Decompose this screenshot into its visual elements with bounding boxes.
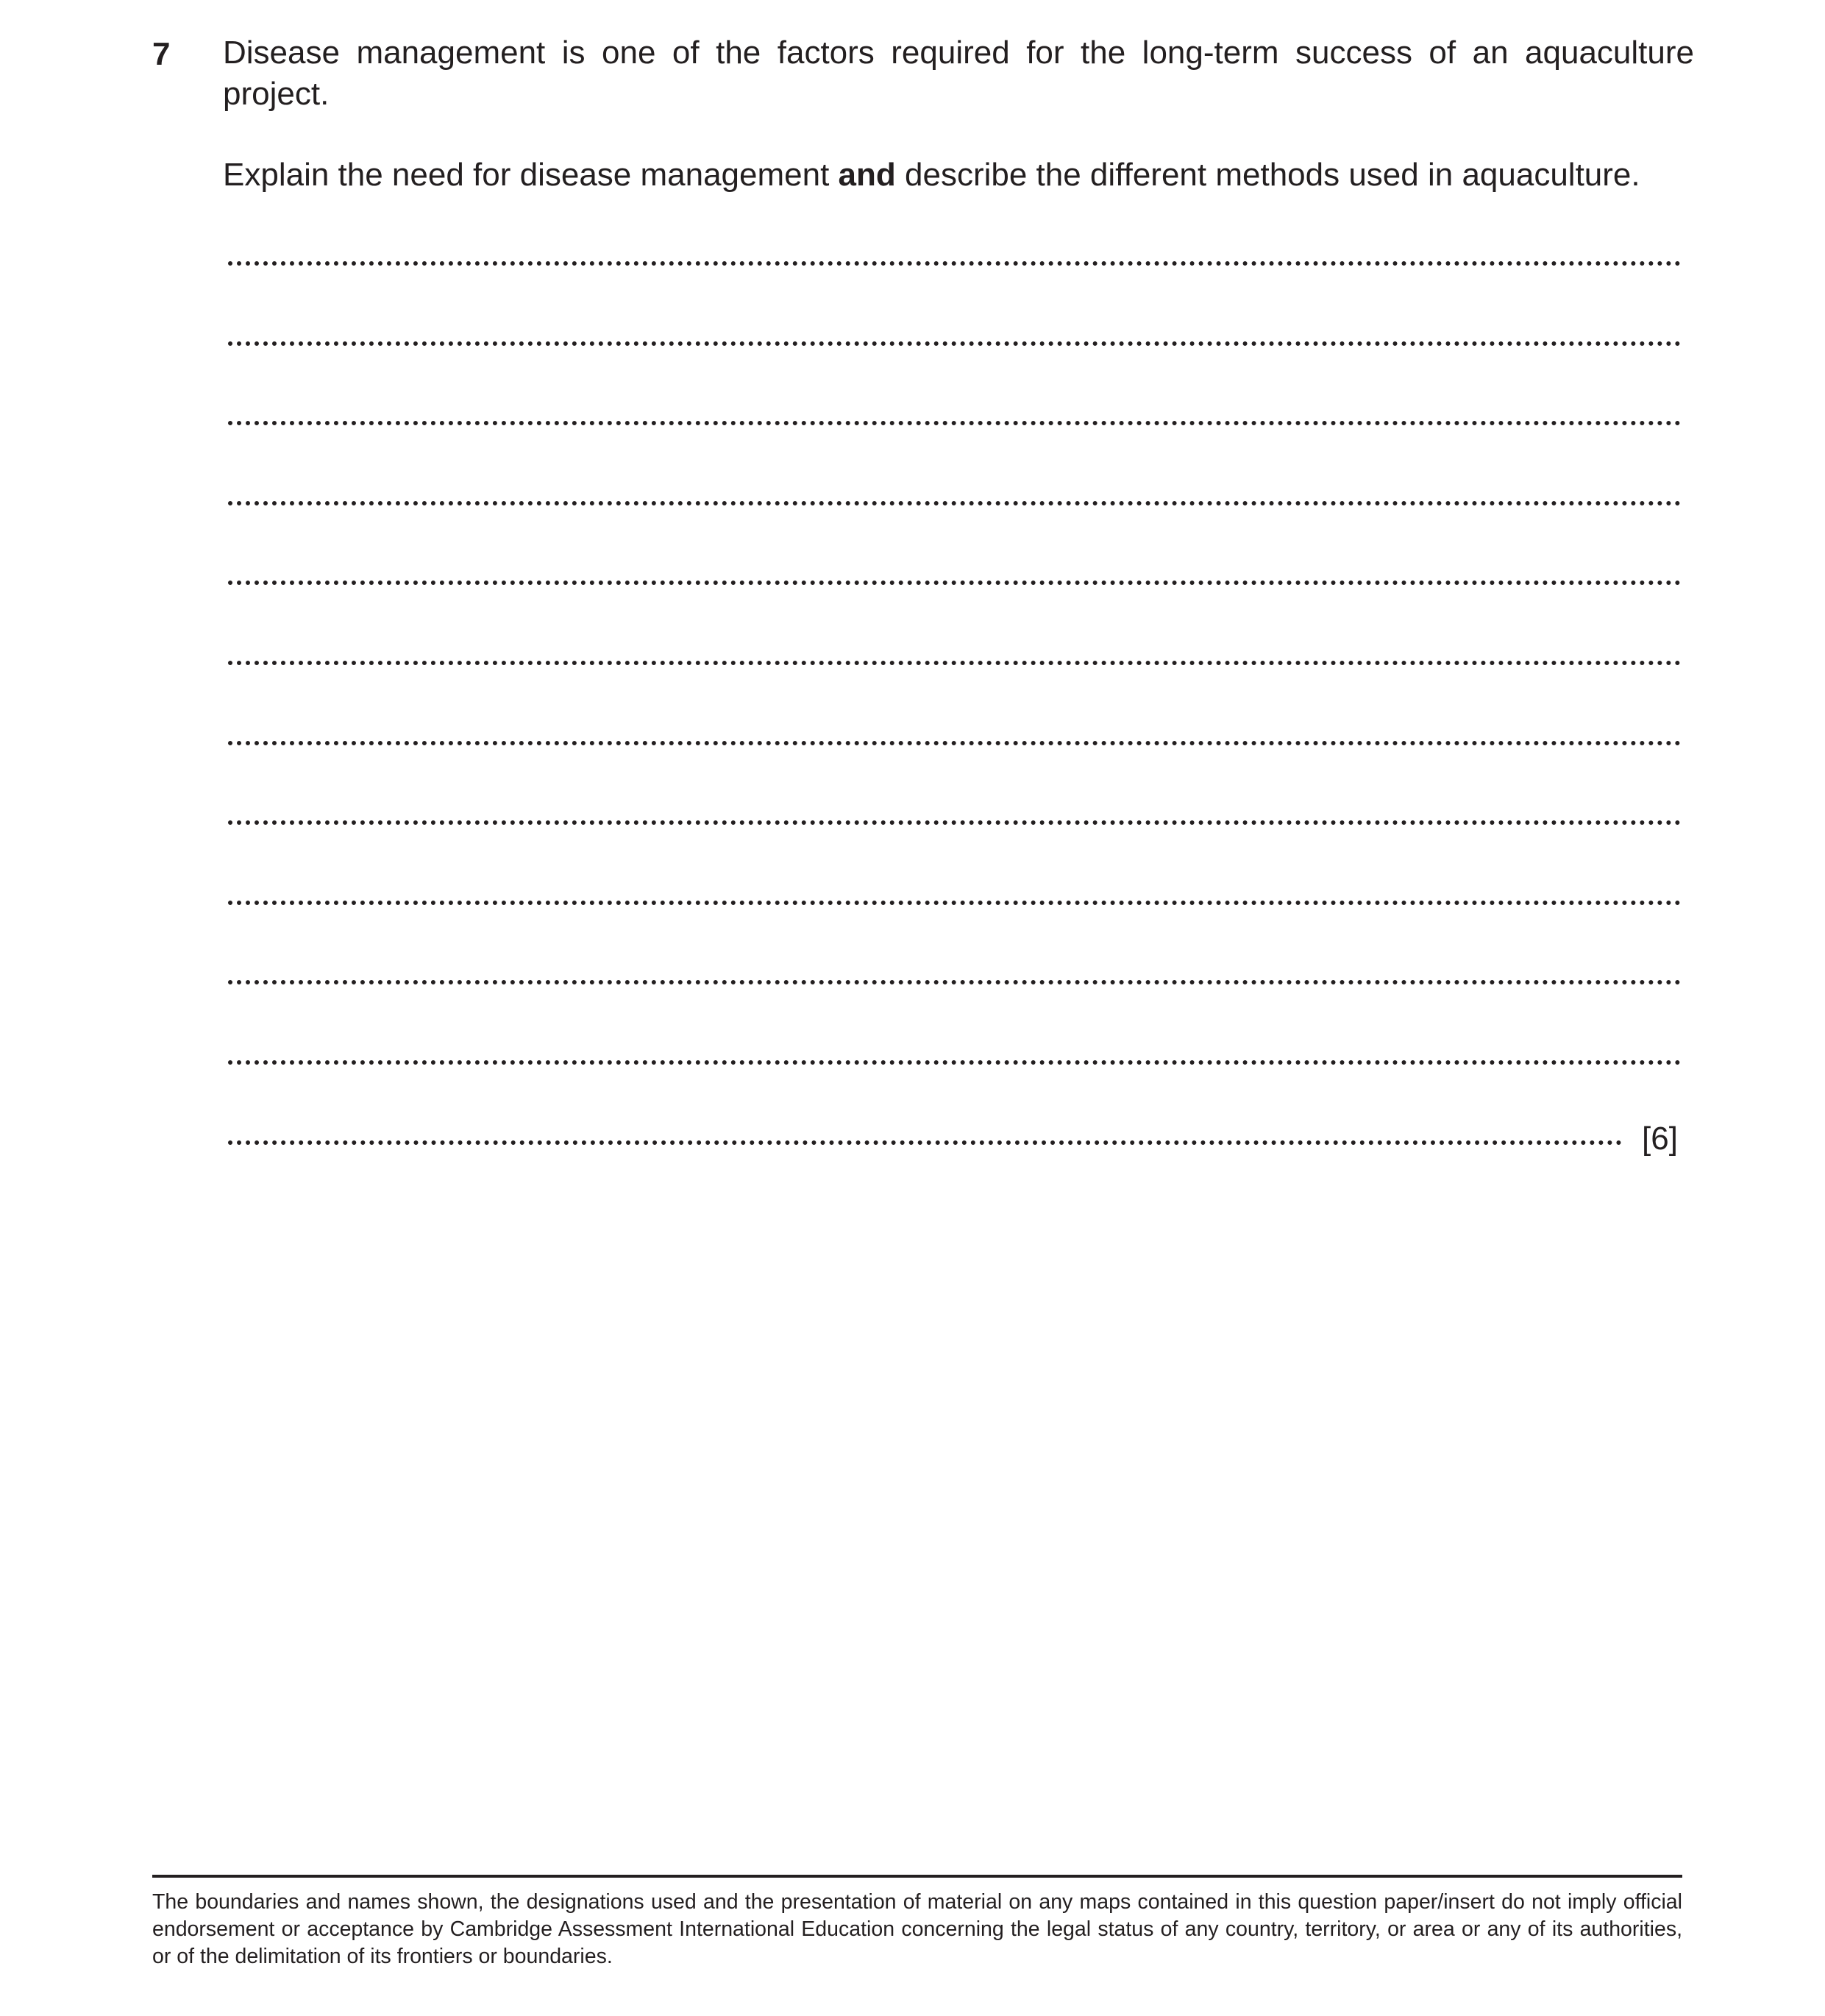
answer-line[interactable] (228, 421, 1681, 425)
answer-line[interactable] (228, 980, 1681, 984)
question-number: 7 (152, 36, 171, 72)
instruction-text-end: describe the different methods used in aquaculture. (895, 157, 1640, 193)
instruction-text-start: Explain the need for disease management (223, 157, 839, 193)
answer-line[interactable] (228, 661, 1681, 665)
answer-line[interactable] (228, 901, 1681, 905)
instruction-bold-word: and (838, 157, 896, 193)
question-instruction (223, 153, 1701, 197)
footer-divider (152, 1875, 1682, 1878)
answer-line[interactable] (228, 581, 1681, 585)
marks-allocation: [6] (1642, 1121, 1678, 1157)
question-stem: Disease management is one of the factors required for the long-term success of an aquaculture project. (223, 35, 1694, 112)
answer-line[interactable] (228, 741, 1681, 745)
answer-line[interactable] (228, 341, 1681, 346)
answer-line[interactable] (228, 1060, 1681, 1065)
footer-disclaimer: The boundaries and names shown, the designations used and the presentation of material on any maps contained in this question paper/insert do not imply official endorsement or acceptance by Cambridge Assessment International Education concerning the legal status of any country, territory, or area or any of its authorities, or of the delimitation of its frontiers or boundaries. (152, 1890, 1682, 1968)
answer-line[interactable] (228, 501, 1681, 505)
answer-line[interactable] (228, 261, 1681, 266)
answer-line[interactable] (228, 820, 1681, 825)
answer-line[interactable] (228, 1140, 1622, 1145)
